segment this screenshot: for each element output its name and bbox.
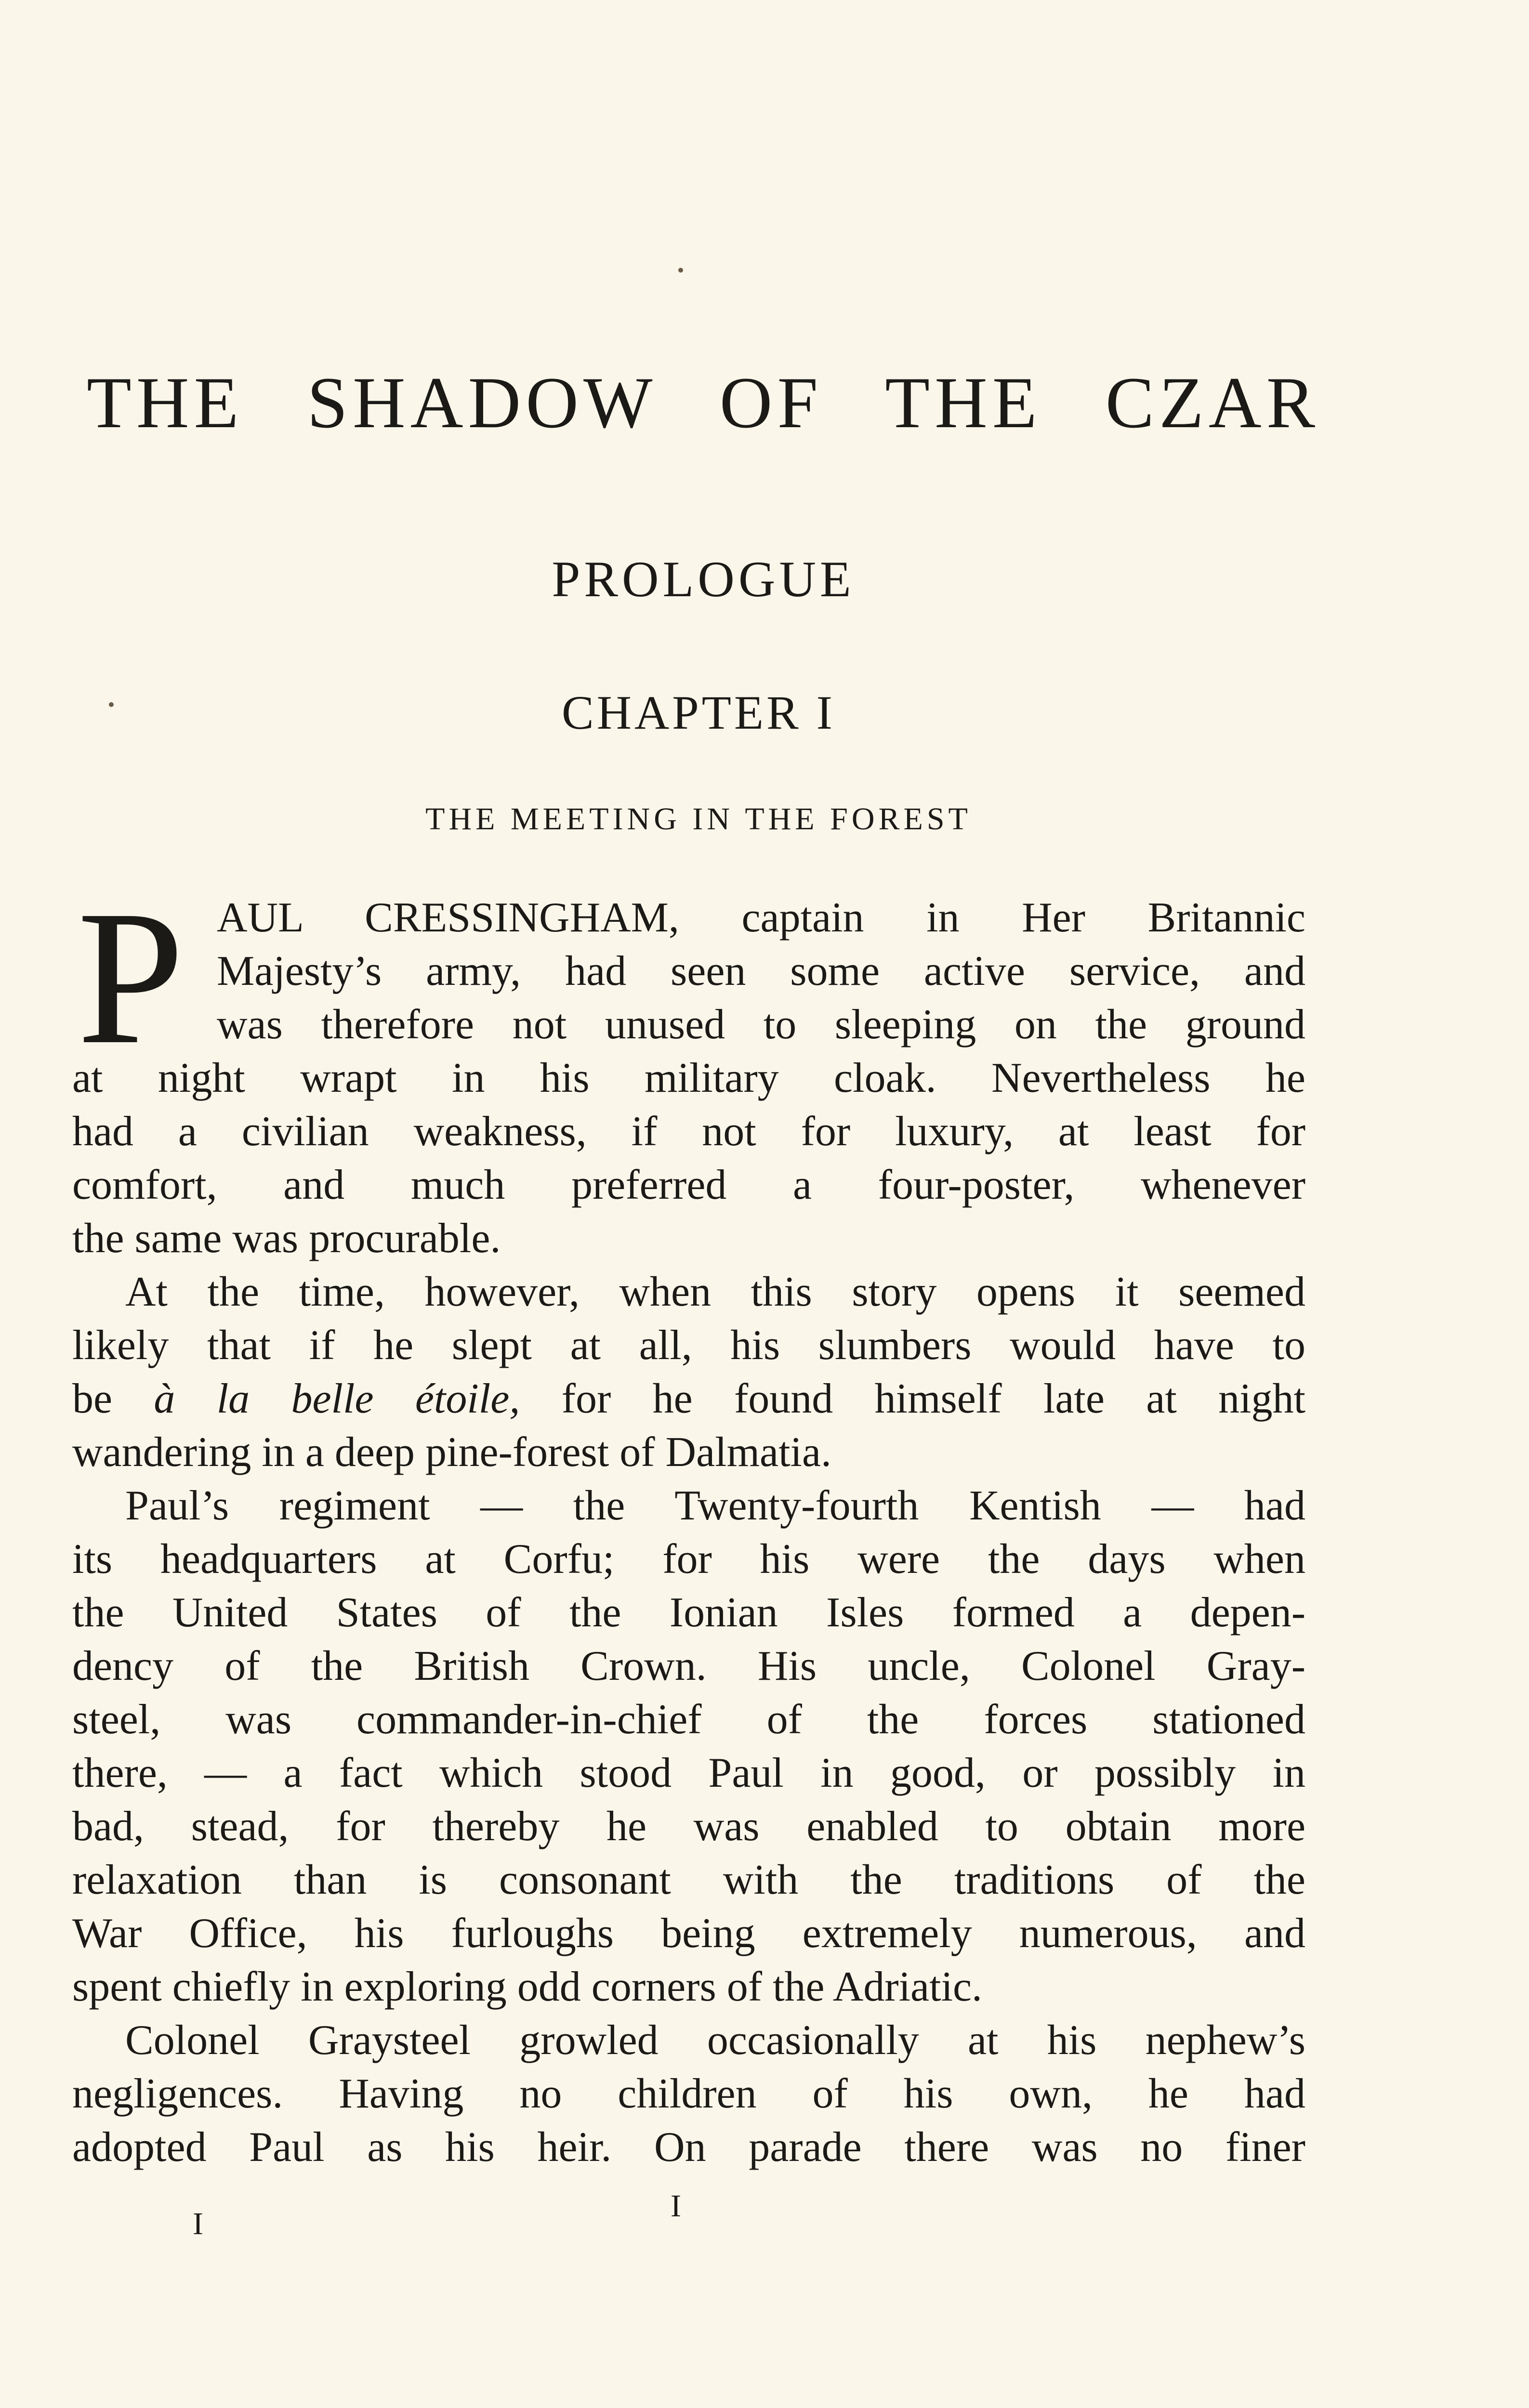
prologue-heading: PROLOGUE: [552, 551, 855, 607]
signature-mark: I: [193, 2206, 203, 2241]
text-line: War Office, his furloughs being extremely numerous, and: [72, 1910, 1305, 1957]
book-title: THE SHADOW OF THE CZAR: [87, 362, 1320, 443]
text-line: adopted Paul as his heir. On parade there was no finer: [72, 2124, 1305, 2171]
text-line: relaxation than is consonant with the traditions of the: [72, 1857, 1305, 1903]
text-line: Majesty’s army, had seen some active service, and: [217, 948, 1305, 995]
text-line: comfort, and much preferred a four-poster, whenever: [72, 1162, 1305, 1208]
text-line-italic-phrase: be à la belle étoile, for he found himself late at night: [72, 1375, 1305, 1422]
body-text: [72, 891, 1305, 2174]
text-line: at night wrapt in his military cloak. Nevertheless he: [72, 1055, 1305, 1101]
text-line: bad, stead, for thereby he was enabled to obtain more: [72, 1803, 1305, 1850]
text-line: AUL CRESSINGHAM, captain in Her Britannic: [217, 894, 1305, 941]
text-line: the same was procurable.: [72, 1215, 501, 1262]
page-number: I: [671, 2188, 681, 2224]
chapter-heading: CHAPTER I: [562, 686, 835, 739]
text-line: likely that if he slept at all, his slumbers would have to: [72, 1322, 1305, 1369]
text-line: the United States of the Ionian Isles formed a depen-: [72, 1589, 1305, 1636]
text-line: steel, was commander-in-chief of the forces stationed: [72, 1696, 1305, 1743]
text-line: dency of the British Crown. His uncle, Colonel Gray-: [72, 1643, 1305, 1689]
text-line: negligences. Having no children of his own, he had: [72, 2070, 1305, 2117]
text-line: its headquarters at Corfu; for his were the days when: [72, 1536, 1305, 1583]
drop-cap: P: [77, 871, 185, 1084]
text-line: there, — a fact which stood Paul in good, or possibly in: [72, 1750, 1305, 1796]
text-line: At the time, however, when this story opens it seemed: [125, 1269, 1305, 1315]
text-line: wandering in a deep pine-forest of Dalmatia.: [72, 1429, 832, 1476]
text-line: was therefore not unused to sleeping on the ground: [217, 1001, 1305, 1048]
text-line: spent chiefly in exploring odd corners of the Adriatic.: [72, 1963, 983, 2010]
speck-mark: [678, 268, 683, 273]
text-line: Paul’s regiment — the Twenty-fourth Kentish — had: [125, 1482, 1305, 1529]
text-line: Colonel Graysteel growled occasionally at his nephew’s: [125, 2017, 1305, 2064]
text-line: had a civilian weakness, if not for luxury, at least for: [72, 1108, 1305, 1155]
chapter-title: THE MEETING IN THE FOREST: [425, 801, 972, 837]
